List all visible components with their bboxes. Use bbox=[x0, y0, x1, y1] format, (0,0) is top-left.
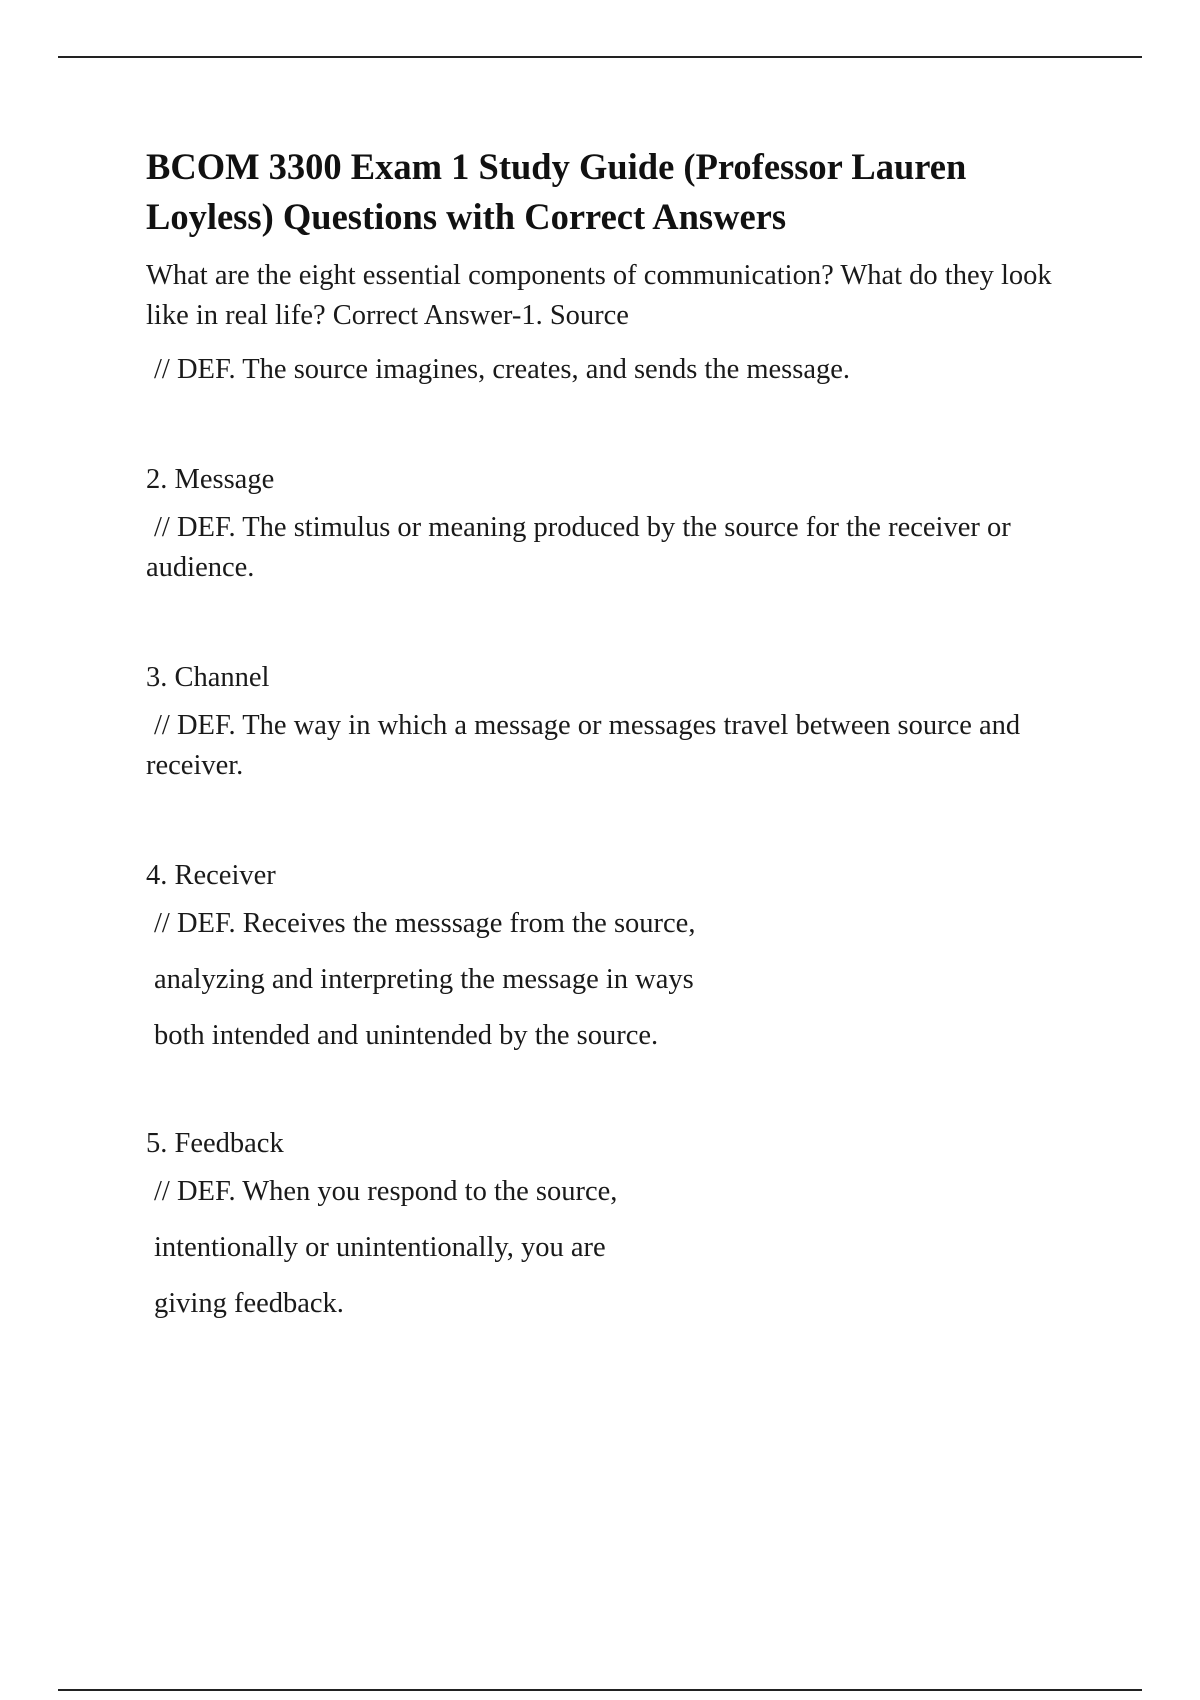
channel-definition: // DEF. The way in which a message or messages travel between source and receiver. bbox=[146, 710, 1021, 781]
question-intro: What are the eight essential components of communication? What do they look like in real life? Correct Answer-1. Source bbox=[146, 260, 1052, 331]
document-title: BCOM 3300 Exam 1 Study Guide (Professor Lauren Loyless) Questions with Correct Answers bbox=[146, 146, 967, 237]
receiver-definition-line: both intended and unintended by the source. bbox=[154, 1020, 659, 1051]
message-definition: // DEF. The stimulus or meaning produced by the source for the receiver or audience. bbox=[146, 512, 1011, 583]
receiver-heading: 4. Receiver bbox=[146, 860, 276, 891]
feedback-definition-line: giving feedback. bbox=[154, 1288, 344, 1319]
receiver-definition bbox=[146, 896, 1096, 1064]
feedback-definition-line: // DEF. When you respond to the source, bbox=[154, 1176, 618, 1207]
message-heading: 2. Message bbox=[146, 464, 275, 495]
feedback-heading: 5. Feedback bbox=[146, 1128, 284, 1159]
bottom-divider bbox=[58, 1689, 1142, 1691]
feedback-definition-line: intentionally or unintentionally, you are bbox=[154, 1232, 606, 1263]
receiver-definition-line: analyzing and interpreting the message in ways bbox=[154, 964, 694, 995]
feedback-definition bbox=[146, 1164, 1096, 1332]
receiver-definition-line: // DEF. Receives the messsage from the source, bbox=[154, 908, 696, 939]
top-divider bbox=[58, 56, 1142, 58]
source-definition: // DEF. The source imagines, creates, and sends the message. bbox=[154, 354, 851, 385]
channel-heading: 3. Channel bbox=[146, 662, 270, 693]
document-body bbox=[146, 142, 1096, 1332]
